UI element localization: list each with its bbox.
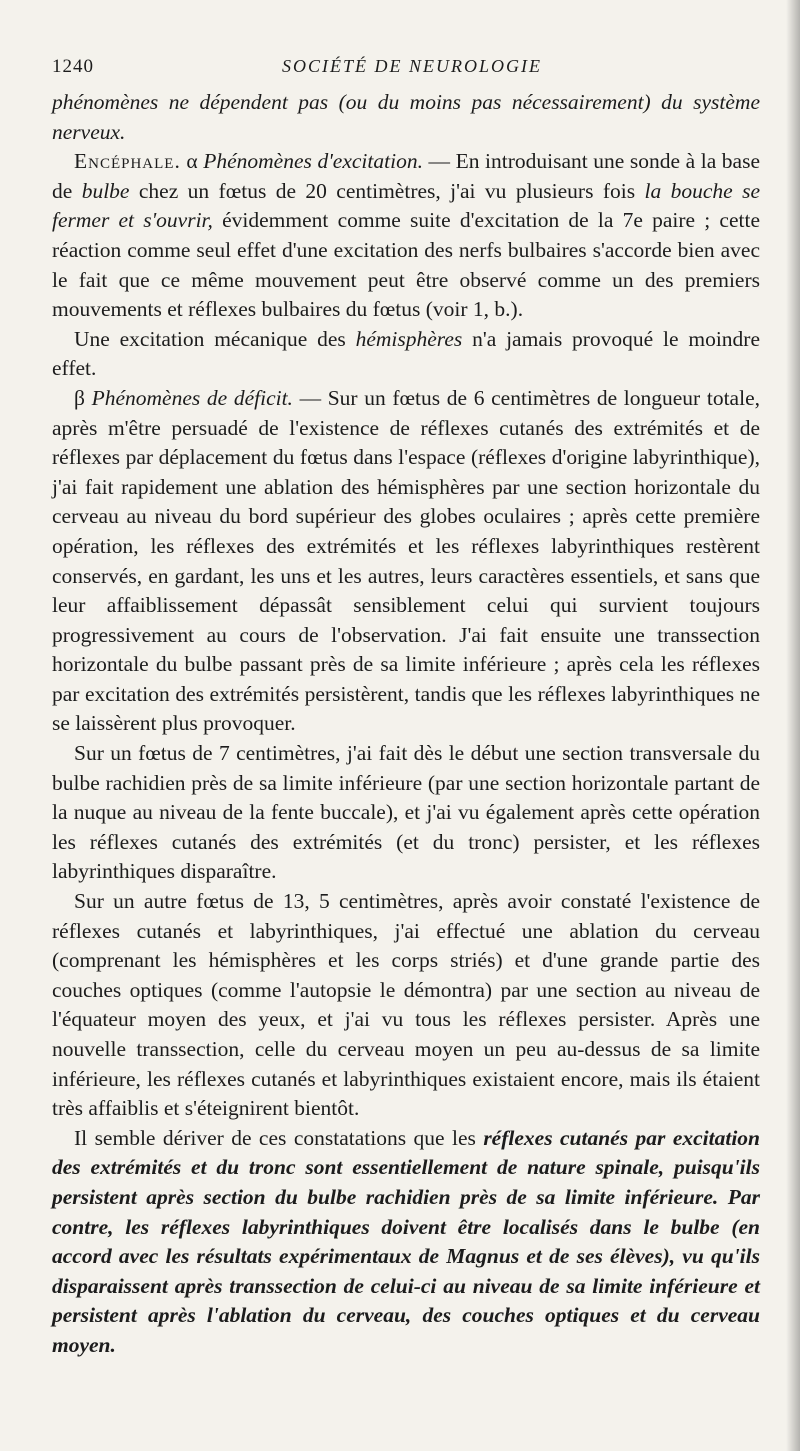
subheading-excitation: Phénomènes d'excitation.: [203, 149, 423, 174]
paragraph-0-text: phénomènes ne dépendent pas (ou du moins pas nécessairement) du système nerveux.: [52, 90, 760, 144]
text-run: — Sur un fœtus de 6 centimètres de longueur totale, après m'être persuadé de l'existence de réflexes cutanés des extrémités et de réflexes par déplacement du fœtus dans l'espace (réflexes d'origine labyrinthique), j'ai fait rapidement une ablation des hémisphères par une section horizontale du cerveau au niveau du bord supérieur des globes oculaires ; après cette première opération, les réflexes des extrémités et les réflexes labyrinthiques restèrent conservés, en gardant, les uns et les autres, leurs caractères essentiels, et sans que leur affaiblissement dépassât sensiblement celui qui survient toujours progressivement au cours de l'observation. J'ai fait ensuite une transsection horizontale du bulbe passant près de sa limite inférieure ; après cela les réflexes par excitation des extrémités persistèrent, tandis que les réflexes labyrinthiques ne se laissèrent plus provoquer.: [52, 385, 760, 736]
italic-run: bulbe: [81, 178, 130, 203]
subheading-deficit: Phénomènes de déficit.: [91, 385, 293, 410]
beta-marker: β: [74, 385, 92, 410]
paragraph-hemispheres: [52, 325, 760, 384]
text-run: chez un fœtus de 20 centimètres, j'ai vu plusieurs fois: [129, 178, 645, 203]
text-run: Sur un autre fœtus de 13, 5 centimètres, après avoir constaté l'existence de réflexes cutanés et labyrinthiques, j'ai effectué une ablation du cerveau (comprenant les hémisphères et les corps striés) et d'une grande partie des couches optiques (comme l'autopsie le démontra) par une section au niveau de l'équateur moyen des yeux, et j'ai vu tous les réflexes persister. Après une nouvelle transsection, celle du cerveau moyen un peu au-dessus de sa limite inférieure, les réflexes cutanés et labyrinthiques existaient encore, mais ils étaient très affaiblis et s'éteignirent bientôt.: [52, 889, 760, 1121]
text-run: Il semble dériver de ces constatations que les: [74, 1125, 484, 1150]
text-run: Sur un fœtus de 7 centimètres, j'ai fait dès le début une section transversale du bulbe rachidien près de sa limite inférieure (par une section horizontale partant de la nuque au niveau de la fente buccale), et j'ai vu également après cette opération les réflexes cutanés des extrémités (et du tronc) persister, et les réflexes labyrinthiques disparaître.: [52, 741, 760, 884]
italic-run: la bouche se fermer et s'ouvrir,: [52, 178, 761, 233]
alpha-marker: α: [180, 149, 204, 174]
page-header: [52, 56, 760, 88]
emphasis-run: réflexes cutanés par excitation des extrémités et du tronc sont essentiellement de nature spinale, puisqu'ils persistent après section du bulbe rachidien près de sa limite inférieure. Par contre, les réflexes labyrinthiques doivent être localisés dans le bulbe (en accord avec les résultats expérimentaux de Magnus et de ses élèves), vu qu'ils disparaissent après transsection de celui-ci au niveau de sa limite inférieure et persistent après l'ablation du cerveau, des couches optiques et du cerveau moyen.: [52, 1125, 761, 1357]
page-number: 1240: [52, 56, 94, 77]
page-edge-shadow: [786, 0, 800, 1451]
text-run: évidemment comme suite d'excitation de la 7e paire ; cette réaction comme seul effet d'une excitation des nerfs bulbaires s'accorde bien avec le fait que ce même mouvement peut être observé comme un des premiers mouvements et réflexes bulbaires du fœtus (voir 1, b.).: [52, 208, 760, 322]
body-text: [52, 88, 760, 1361]
text-run: Une excitation mécanique des: [74, 326, 356, 351]
section-heading-encephale: Encéphale.: [74, 149, 181, 174]
paragraph-0: [52, 88, 760, 147]
text-run: n'a jamais provoqué le moindre effet.: [52, 326, 760, 381]
paragraph-conclusion: [52, 1124, 760, 1361]
paragraph-deficit: [52, 384, 760, 739]
text-run: — En introduisant une sonde à la base de: [52, 149, 761, 203]
running-title: SOCIÉTÉ DE NEUROLOGIE: [282, 56, 542, 76]
italic-run: hémisphères: [355, 326, 463, 351]
paragraph-encephale: [52, 147, 760, 325]
paragraph-foetus-13cm: [52, 887, 760, 1124]
paragraph-foetus-7cm: [52, 739, 760, 887]
